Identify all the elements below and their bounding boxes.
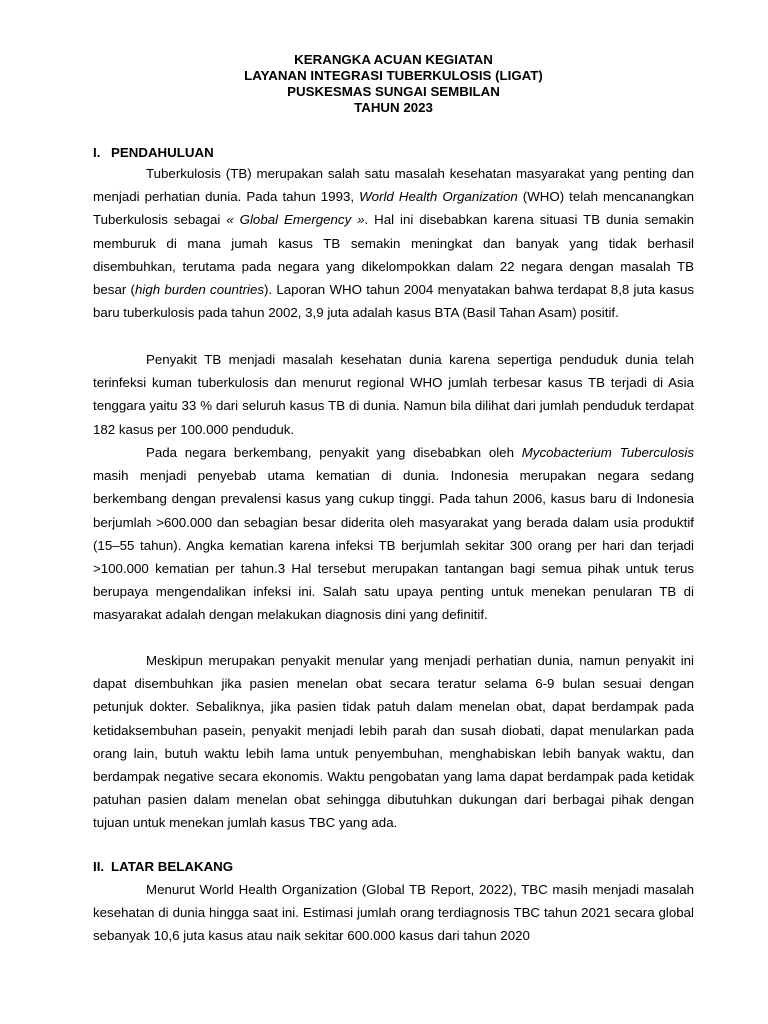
text-run: Meskipun merupakan penyakit menular yang menjadi perhatian dunia, namun penyakit ini dapat disembuhkan jika pasien menelan obat secara teratur selama 6-9 bulan sesuai dengan petunjuk dokter. Sebaliknya, jika pasien tidak patuh dalam menelan obat, dapat berdampak pada ketidaksembuhan pasein, penyakit menjadi lebih parah dan susah diobati, dapat menularkan pada orang lain, butuh waktu lebih lama untuk penyembuhan, menghabiskan lebih banyak waktu, dan berdampak negative secara ekonomis. Waktu pengobatan yang lama dapat berdampak pada ketidak patuhan pasien dalam menelan obat sehingga dibutuhkan dukungan dari berbagai pihak dengan tujuan untuk menekan jumlah kasus TBC yang ada. — [93, 653, 694, 831]
paragraph — [93, 649, 694, 835]
section-heading-latar-belakang — [93, 859, 233, 875]
text-run-italic: high burden countries — [134, 282, 264, 298]
text-run: masih menjadi penyebab utama kematian di dunia. Indonesia merupakan negara sedang berkembang dengan prevalensi kasus yang cukup tinggi. Pada tahun 2006, kasus baru di Indonesia berjumlah >600.000 dan sebagian besar diderita oleh masyarakat yang berada dalam usia produktif (15–55 tahun). Angka kematian karena infeksi TB berjumlah sekitar 300 orang per hari dan terjadi >100.000 kematian per tahun.3 Hal tersebut merupakan tantangan bagi semua pihak untuk terus berupaya mengendalikan infeksi ini. Salah satu upaya penting untuk menekan penularan TB di masyarakat adalah dengan melakukan diagnosis dini yang definitif. — [93, 468, 694, 623]
paragraph — [93, 441, 694, 627]
document-title — [93, 52, 694, 116]
paragraph — [93, 348, 694, 441]
section-title: LATAR BELAKANG — [111, 859, 234, 874]
text-run-italic: World Health Organization — [359, 189, 518, 205]
text-run: Menurut World Health Organization (Global TB Report, 2022), TBC masih menjadi masalah kesehatan di dunia hingga saat ini. Estimasi jumlah orang terdiagnosis TBC tahun 2021 secara global sebanyak 10,6 juta kasus atau naik sekitar 600.000 kasus dari tahun 2020 — [93, 882, 694, 944]
text-run: Penyakit TB menjadi masalah kesehatan dunia karena sepertiga penduduk dunia telah terinfeksi kuman tuberkulosis dan menurut regional WHO jumlah terbesar kasus TB terjadi di Asia tenggara yaitu 33 % dari seluruh kasus TB di dunia. Namun bila dilihat dari jumlah penduduk terdapat 182 kasus per 100.000 penduduk. — [93, 352, 694, 437]
text-run-italic: « Global Emergency » — [226, 212, 365, 228]
title-line: TAHUN 2023 — [354, 100, 433, 115]
text-run: Pada negara berkembang, penyakit yang disebabkan oleh — [146, 445, 522, 460]
title-line: LAYANAN INTEGRASI TUBERKULOSIS (LIGAT) — [244, 68, 543, 83]
text-run: Tuberkulosis (TB) merupakan salah satu masalah kesehatan masyarakat yang penting dan menjadi perhatian dunia. Pada tahun 1993, — [93, 166, 694, 205]
section-number: II. — [93, 859, 105, 874]
section-title: PENDAHULUAN — [111, 145, 214, 160]
section-heading-pendahuluan — [93, 145, 214, 161]
section-number: I. — [93, 145, 101, 160]
paragraph — [93, 162, 694, 324]
paragraph — [93, 878, 694, 948]
text-run: . Hal ini disebabkan karena situasi TB dunia semakin memburuk di mana jumah kasus TB semakin meningkat dan banyak yang tidak berhasil disembuhkan, terutama pada negara yang dikelompokkan dalam 22 negara dengan masalah TB besar ( — [93, 212, 695, 298]
title-line: KERANGKA ACUAN KEGIATAN — [294, 52, 493, 67]
text-run-italic: Mycobacterium Tuberculosis — [521, 445, 694, 460]
text-run: ). Laporan WHO tahun 2004 menyatakan bahwa terdapat 8,8 juta kasus baru tuberkulosis pada tahun 2002, 3,9 juta adalah kasus BTA (Basil Tahan Asam) positif. — [93, 282, 694, 321]
text-run: (WHO) telah mencanangkan Tuberkulosis sebagai — [93, 189, 694, 228]
title-line: PUSKESMAS SUNGAI SEMBILAN — [287, 84, 500, 99]
